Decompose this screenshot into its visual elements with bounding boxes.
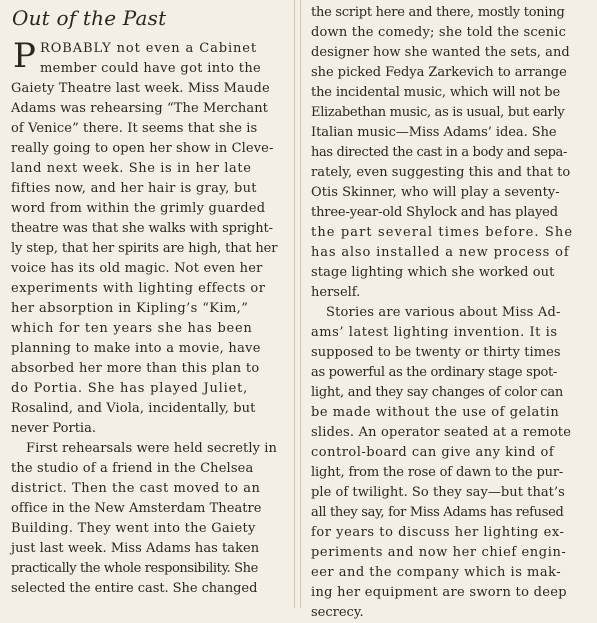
text-line: down the comedy; she told the scenic [311,25,567,40]
text-line: Gaiety Theatre last week. Miss Maude [11,81,270,96]
text-line: rately, even suggesting this and that to [311,165,571,180]
text-line: theatre was that she walks with spright- [11,221,273,236]
text-line: ROBABLY not even a Cabinet [40,41,257,56]
text-line: Adams was rehearsing “The Merchant [11,101,269,116]
text-line: never Portia. [11,421,96,436]
text-line: ly step, that her spirits are high, that her [11,241,278,256]
text-line: Building. They went into the Gaiety [11,521,256,536]
text-line: selected the entire cast. She changed [11,581,258,596]
text-line: secrecy. [311,605,364,620]
text-line: Otis Skinner, who will play a seventy- [311,185,560,200]
text-line: the incidental music, which will not be [311,85,561,100]
text-line: experiments with lighting effects or [11,281,266,296]
text-line: the script here and there, mostly toning [311,5,565,20]
text-line: three-year-old Shylock and has played [311,205,558,220]
text-line: herself. [311,285,361,300]
text-line: all they say, for Miss Adams has refused [311,505,564,520]
text-line: eer and the company which is mak- [311,565,562,580]
text-line: supposed to be twenty or thirty times [311,345,561,360]
text-line: ams’ latest lighting invention. It is [311,325,558,340]
text-line: the part several times before. She [311,225,574,240]
text-line: of Venice” there. It seems that she is [11,121,258,136]
text-line: ing her equipment are sworn to deep [311,585,567,600]
text-line: Rosalind, and Viola, incidentally, but [11,401,256,416]
text-line: land next week. She is in her late [11,161,252,176]
text-line: for years to discuss her lighting ex- [311,525,565,540]
text-line: periments and now her chief engin- [311,545,567,560]
text-line: planning to make into a movie, have [11,341,261,356]
text-line: Stories are various about Miss Ad- [326,305,561,320]
text-line: she picked Fedya Zarkevich to arrange [311,65,567,80]
text-line: voice has its old magic. Not even her [11,261,263,276]
text-line: Italian music—Miss Adams’ idea. She [311,125,557,140]
text-line: word from within the grimly guarded [11,201,266,216]
text-line: First rehearsals were held secretly in [26,441,278,456]
text-line: light, from the rose of dawn to the pur- [311,465,564,480]
text-line: designer how she wanted the sets, and [311,45,570,60]
text-line: has also installed a new process of [311,245,570,260]
text-line: her absorption in Kipling’s “Kim,” [11,301,249,316]
text-line: do Portia. She has played Juliet, [11,381,249,396]
text-line: the studio of a friend in the Chelsea [11,461,254,476]
text-line: practically the whole responsibility. She [11,561,258,576]
text-line: which for ten years she has been [11,321,253,336]
text-line: just last week. Miss Adams has taken [11,541,260,556]
text-line: really going to open her show in Cleve- [11,141,274,156]
right-column [300,0,593,620]
text-line: be made without the use of gelatin [311,405,560,420]
text-line: absorbed her more than this plan to [11,361,260,376]
text-line: ple of twilight. So they say—but that’s [311,485,565,500]
article-title: Out of the Past [12,6,167,30]
drop-cap: P [13,36,36,76]
text-line: stage lighting which she worked out [311,265,555,280]
text-line: slides. An operator seated at a remote [311,425,572,440]
text-line: fifties now, and her hair is gray, but [11,181,257,196]
text-line: light, and they say changes of color can [311,385,563,400]
left-column [2,0,295,608]
text-line: office in the New Amsterdam Theatre [11,501,262,516]
text-line: has directed the cast in a body and sepa- [311,145,567,160]
text-line: Elizabethan music, as is usual, but early [311,105,565,120]
text-line: member could have got into the [40,61,262,76]
text-line: control-board can give any kind of [311,445,555,460]
text-line: as powerful as the ordinary stage spot- [311,365,558,380]
text-line: district. Then the cast moved to an [11,481,261,496]
